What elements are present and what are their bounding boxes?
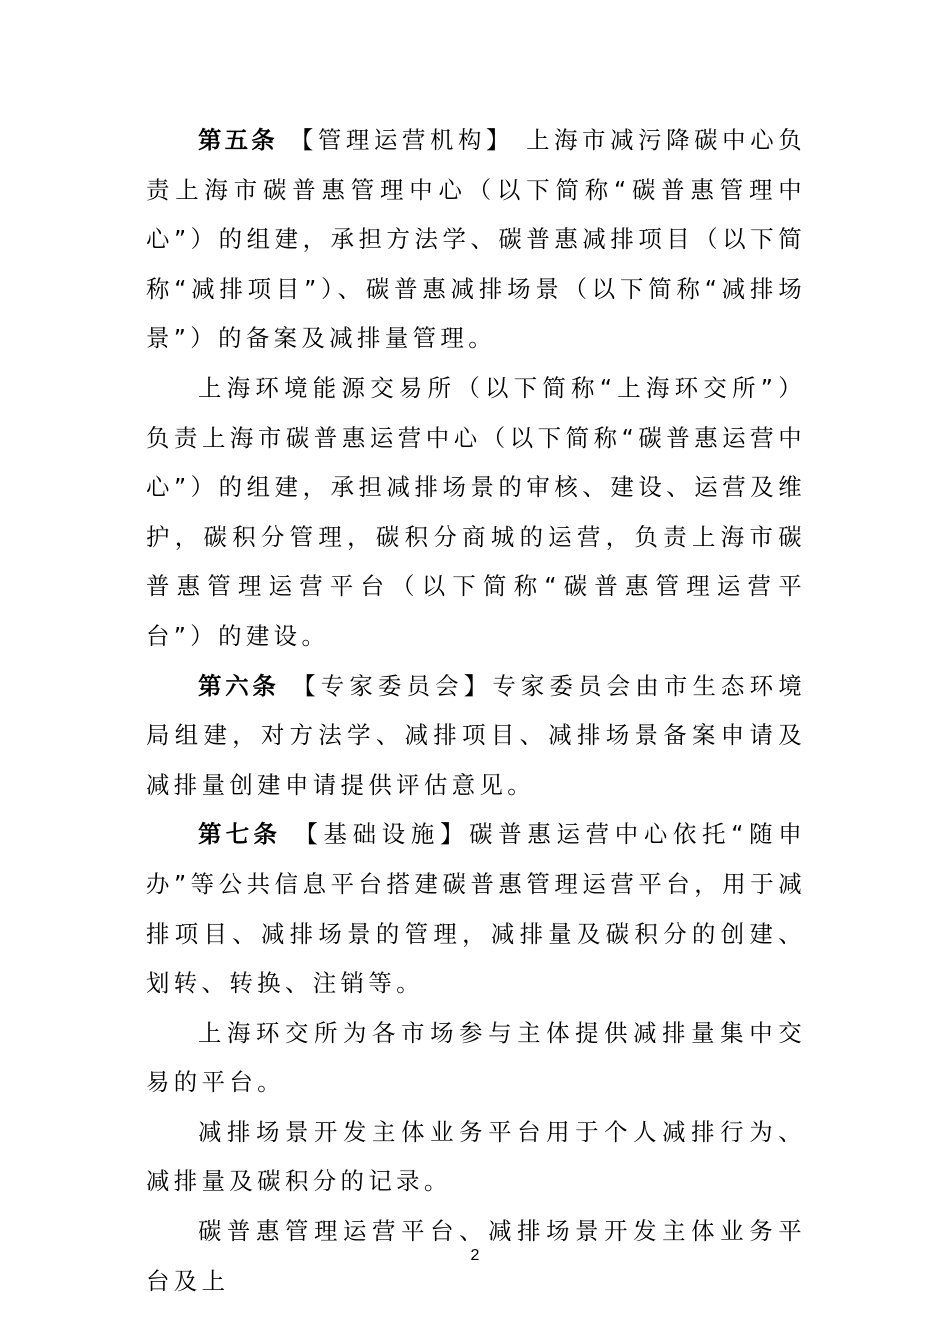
paragraph-text: 碳普惠管理运营平台、减排场景开发主体业务平台及上 bbox=[146, 1217, 806, 1295]
article-number: 第五条 bbox=[198, 126, 278, 154]
paragraph-text: 【专家委员会】专家委员会由市生态环境局组建，对方法学、减排项目、减排场景备案申请及减排量创建申请提供评估意见。 bbox=[146, 671, 806, 799]
document-body bbox=[146, 116, 806, 1306]
paragraph-text: 减排场景开发主体业务平台用于个人减排行为、减排量及碳积分的记录。 bbox=[146, 1117, 806, 1196]
page-number: 2 bbox=[470, 1247, 480, 1264]
paragraph-trading-platform bbox=[146, 1009, 806, 1108]
article-number: 第六条 bbox=[198, 671, 280, 700]
paragraph-article-5 bbox=[146, 116, 806, 364]
article-number: 第七条 bbox=[198, 820, 282, 849]
paragraph-exchange-responsibility bbox=[146, 364, 806, 662]
paragraph-text: 上海环境能源交易所（以下简称“上海环交所”）负责上海市碳普惠运营中心（以下简称“碳普惠运营中心”）的组建，承担减排场景的审核、建设、运营及维护，碳积分管理，碳积分商城的运营，负责上海市碳普惠管理运营平台（以下简称“碳普惠管理运营平台”）的建设。 bbox=[146, 373, 806, 650]
paragraph-business-platform bbox=[146, 1108, 806, 1207]
paragraph-article-7 bbox=[146, 810, 806, 1008]
paragraph-text: 【基础设施】碳普惠运营中心依托“随申办”等公共信息平台搭建碳普惠管理运营平台，用于减排项目、减排场景的管理，减排量及碳积分的创建、划转、转换、注销等。 bbox=[146, 820, 807, 998]
paragraph-text: 上海环交所为各市场参与主体提供减排量集中交易的平台。 bbox=[146, 1018, 806, 1097]
paragraph-text: 【管理运营机构】 上海市减污降碳中心负责上海市碳普惠管理中心（以下简称“碳普惠管理中心”）的组建，承担方法学、碳普惠减排项目（以下简称“减排项目”）、碳普惠减排场景（以下简称“减排场景”）的备案及减排量管理。 bbox=[146, 126, 806, 353]
paragraph-article-6 bbox=[146, 662, 806, 811]
